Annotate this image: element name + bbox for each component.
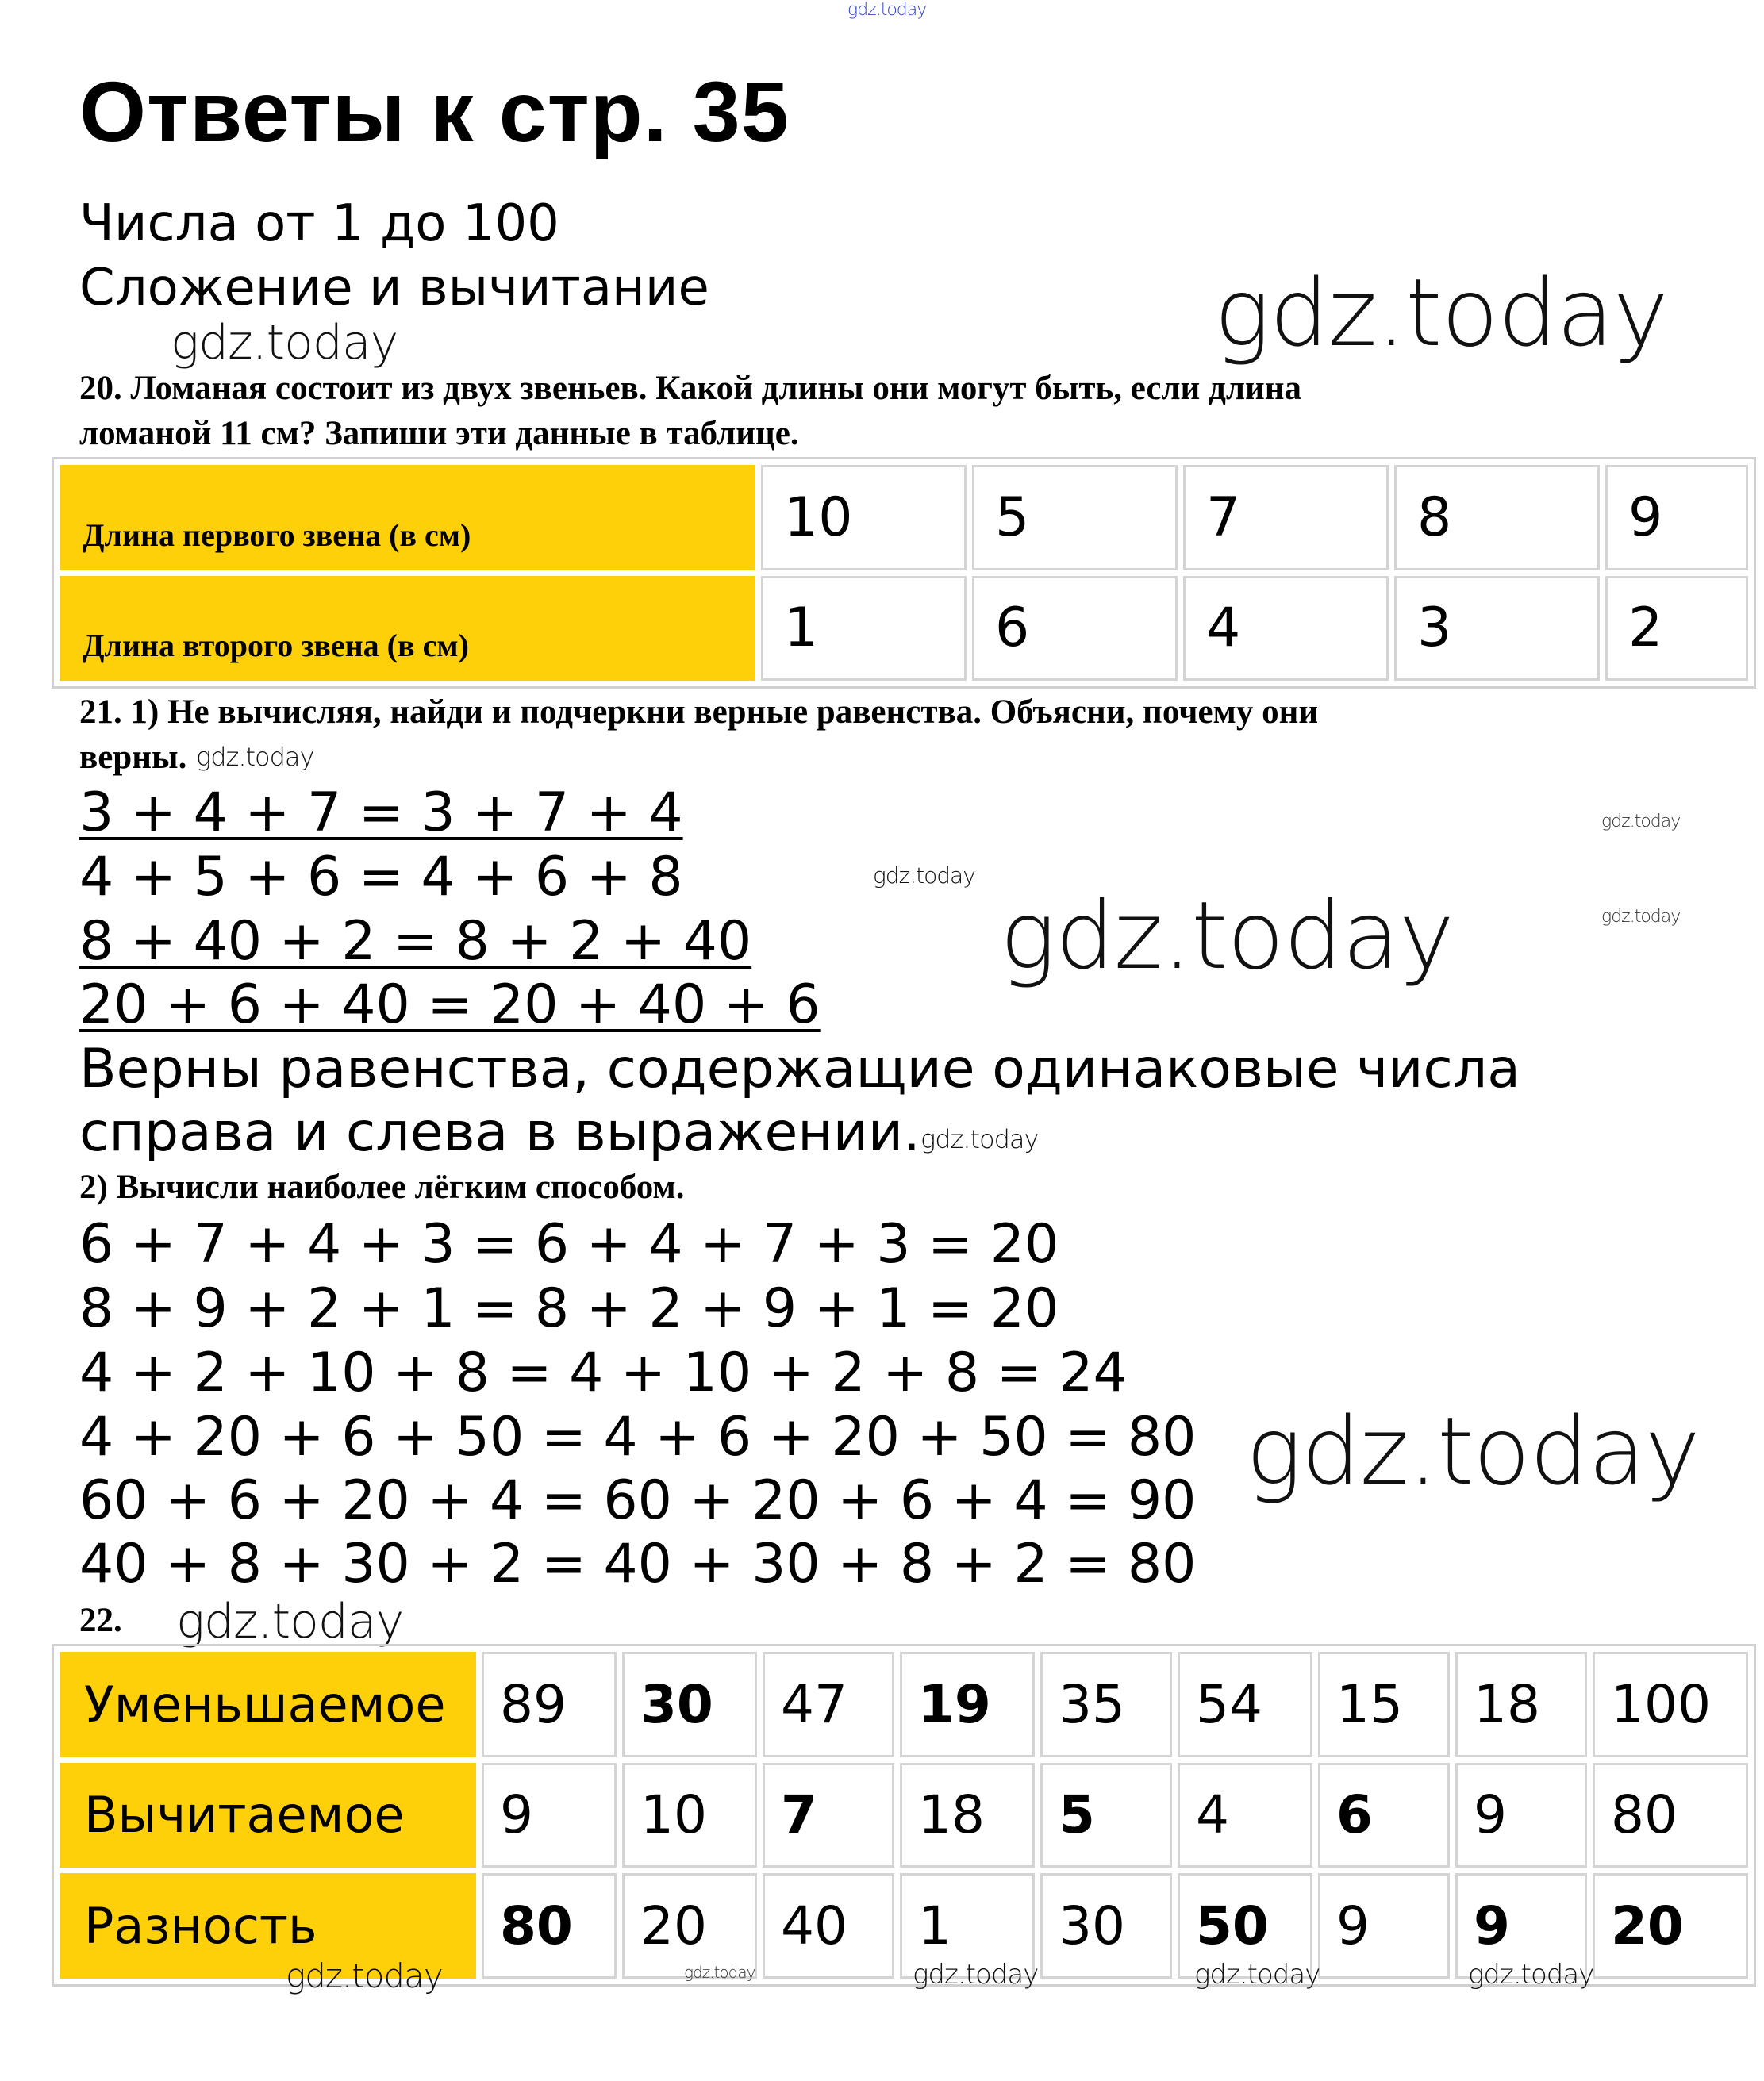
table-cell: 2 [1605,576,1748,682]
equation: 4 + 5 + 6 = 4 + 6 + 8 [79,846,683,908]
subtitle-topic: Сложение и вычитание [79,259,709,317]
watermark: gdz.today [1246,1396,1700,1506]
watermark: gdz.today [913,1959,1039,1991]
task21-text: 21. 1) Не вычисляя, найди и подчеркни верные равенства. Объясни, почему они [79,693,1319,731]
table-row [60,465,1748,570]
table-row [60,576,1748,682]
table-cell: 1 [900,1873,1035,1979]
table-cell: 6 [1318,1763,1450,1868]
watermark: gdz.today [286,1956,443,1995]
table-cell: 5 [1040,1763,1172,1868]
table-cell: 35 [1040,1652,1172,1757]
watermark: gdz.today [1000,881,1454,990]
table-cell: 9 [1605,465,1748,570]
segments-table [52,457,1756,689]
watermark: gdz.today [684,1963,755,1982]
calculation: 4 + 2 + 10 + 8 = 4 + 10 + 2 + 8 = 24 [79,1342,1128,1404]
explanation: справа и слева в выражении. [79,1101,920,1164]
table-cell: 30 [622,1652,757,1757]
calculation: 4 + 20 + 6 + 50 = 4 + 6 + 20 + 50 = 80 [79,1406,1197,1469]
table-cell: 20 [1593,1873,1748,1979]
task22-label: 22. [79,1602,122,1639]
table-cell: 9 [1455,1763,1587,1868]
table-cell: 18 [1455,1652,1587,1757]
calculation: 8 + 9 + 2 + 1 = 8 + 2 + 9 + 1 = 20 [79,1277,1059,1340]
table-cell: 7 [763,1763,894,1868]
table-cell: 10 [622,1763,757,1868]
table-cell: 47 [763,1652,894,1757]
table-cell: 7 [1183,465,1389,570]
table-cell: 4 [1178,1763,1312,1868]
table-cell: 3 [1394,576,1600,682]
subtraction-table [52,1644,1756,1991]
watermark: gdz.today [920,1124,1039,1154]
calculation: 60 + 6 + 20 + 4 = 60 + 20 + 6 + 4 = 90 [79,1469,1197,1532]
task21-part2: 2) Вычисли наиболее лёгким способом. [79,1169,685,1206]
equation: 3 + 4 + 7 = 3 + 7 + 4 [79,781,683,844]
calculation: 40 + 8 + 30 + 2 = 40 + 30 + 8 + 2 = 80 [79,1533,1197,1595]
table-cell: 5 [972,465,1178,570]
watermark: gdz.today [1468,1959,1594,1991]
table-cell: 20 [622,1873,757,1979]
calculation: 6 + 7 + 4 + 3 = 6 + 4 + 7 + 3 = 20 [79,1213,1059,1276]
watermark: gdz.today [1601,812,1681,831]
watermark: gdz.today [176,1594,404,1649]
task20-text: 20. Ломаная состоит из двух звеньев. Какой длины они могут быть, если длина [79,370,1302,407]
table-cell: 80 [1593,1763,1748,1868]
watermark: gdz.today [1601,907,1681,927]
subtitle-numbers: Числа от 1 до 100 [79,194,559,253]
row-label: Уменьшаемое [60,1652,476,1757]
table-cell: 50 [1178,1873,1312,1979]
table-cell: 80 [482,1873,617,1979]
table-row [60,1652,1748,1757]
table-cell: 4 [1183,576,1389,682]
table-cell: 9 [482,1763,617,1868]
table-cell: 1 [761,576,967,682]
task21-text: верны. [79,739,187,776]
row-label: Длина второго звена (в см) [60,576,755,682]
watermark: gdz.today [1194,1959,1320,1991]
row-label: Вычитаемое [60,1763,476,1868]
table-cell: 30 [1040,1873,1172,1979]
watermark: gdz.today [873,862,975,889]
table-cell: 19 [900,1652,1035,1757]
row-label: Разность [60,1873,476,1979]
table-cell: 9 [1318,1873,1450,1979]
explanation: Верны равенства, содержащие одинаковые числа [79,1038,1520,1100]
table-row [60,1763,1748,1868]
task20-text: ломаной 11 см? Запиши эти данные в таблице. [79,415,799,452]
table-cell: 10 [761,465,967,570]
table-cell: 9 [1455,1873,1587,1979]
equation: 8 + 40 + 2 = 8 + 2 + 40 [79,910,752,973]
table-cell: 15 [1318,1652,1450,1757]
watermark: gdz.today [196,742,314,772]
watermark: gdz.today [1214,258,1668,367]
table-cell: 89 [482,1652,617,1757]
table-cell: 8 [1394,465,1600,570]
page-title: Ответы к стр. 35 [79,63,790,159]
row-label: Длина первого звена (в см) [60,465,755,570]
table-cell: 18 [900,1763,1035,1868]
table-cell: 100 [1593,1652,1748,1757]
table-cell: 40 [763,1873,894,1979]
watermark: gdz.today [171,315,398,371]
watermark: gdz.today [847,0,927,20]
table-cell: 54 [1178,1652,1312,1757]
equation: 20 + 6 + 40 = 20 + 40 + 6 [79,973,821,1036]
table-cell: 6 [972,576,1178,682]
